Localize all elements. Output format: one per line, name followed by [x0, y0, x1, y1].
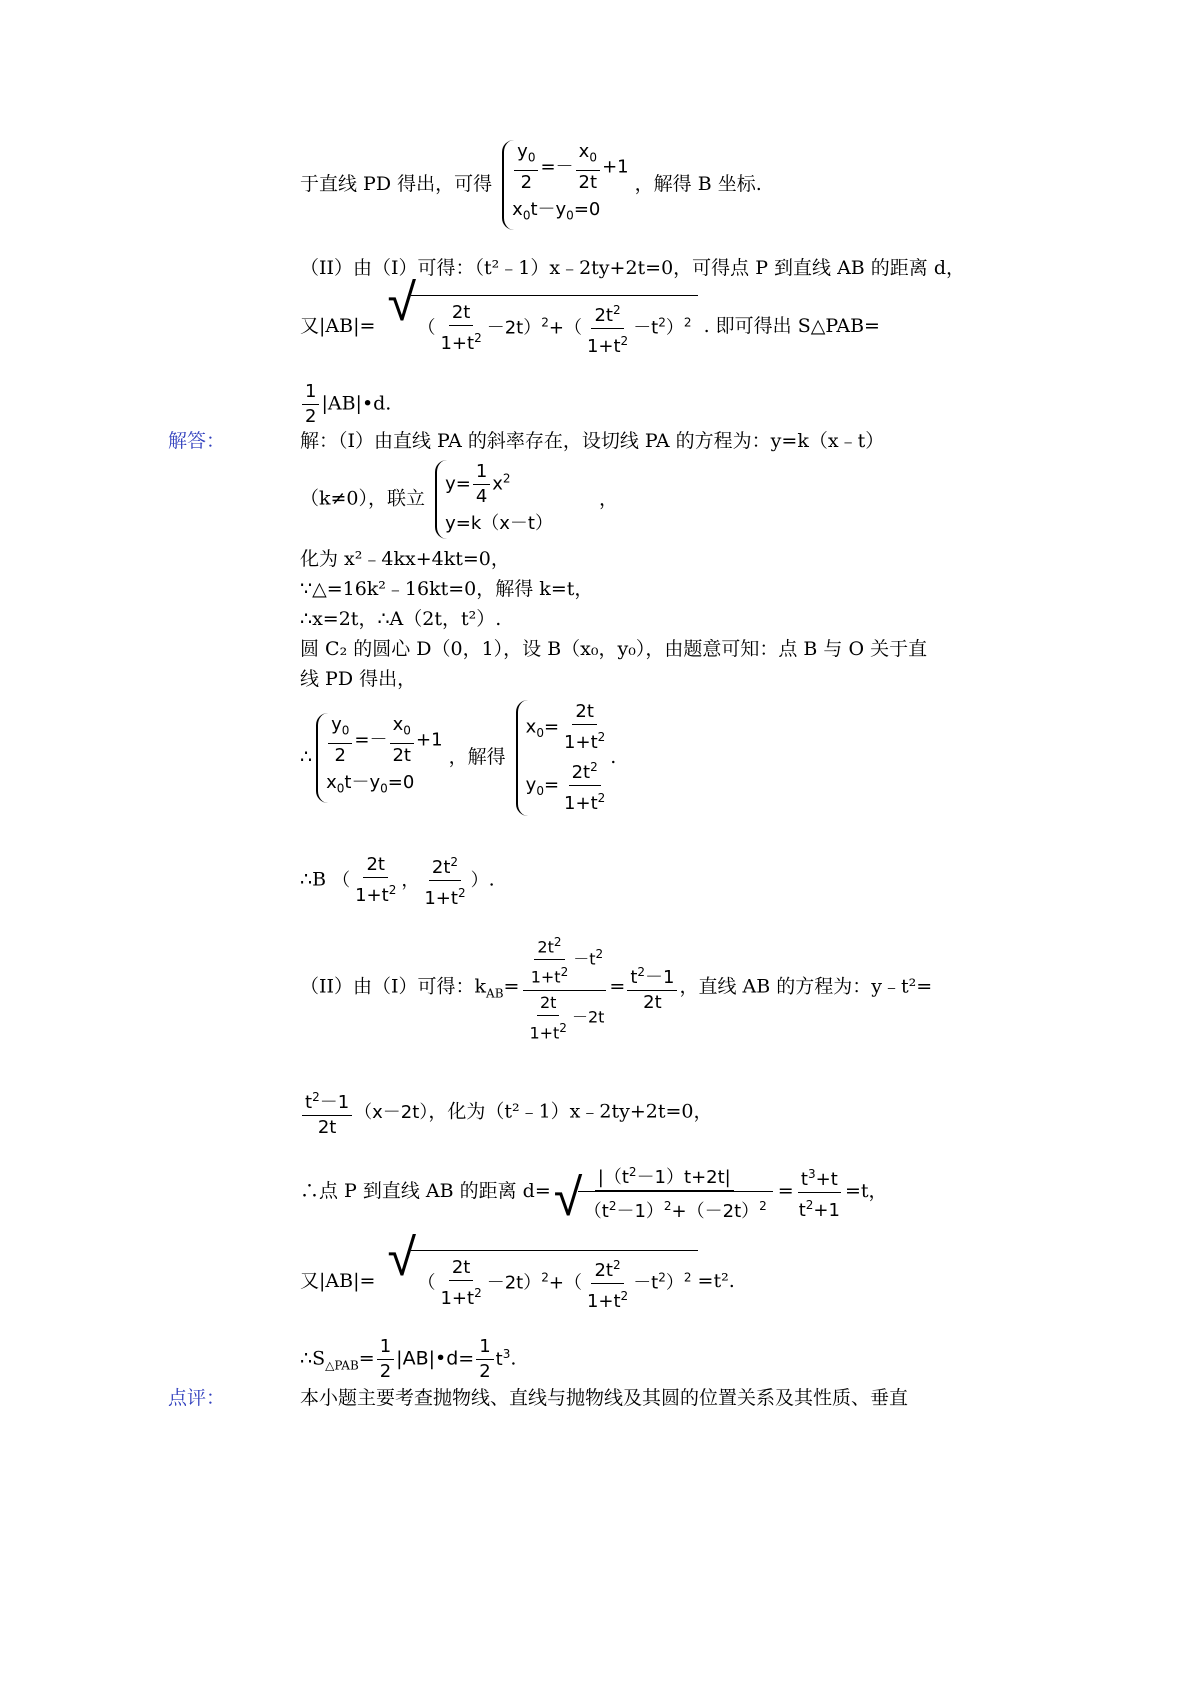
answer-line-4: ∵△=16k²﹣16kt=0，解得 k=t，	[300, 578, 594, 600]
text: ∴B	[300, 868, 327, 891]
text: ，化为（t²﹣1）x﹣2ty+2t=0，	[428, 1100, 713, 1123]
answer-line-5: ∴x=2t，∴A（2t，t²）.	[300, 608, 502, 630]
text: ∴点 P 到直线 AB 的距离 d=	[300, 1180, 551, 1202]
answer-line-9: ∴B （ $\frac{2t}{1+t^2}$ ， $\frac{2t^2}{1+t^2}$ ）.	[300, 850, 495, 911]
text: ，解得 B 坐标.	[634, 173, 762, 196]
sqrt-expression: √ （ $\frac{2t}{1+t^2}$ －2t）$^2$+（ $\frac{2t^2}{1+t^2}$ $-t^2)^2$	[411, 1250, 697, 1314]
answer-line-13	[300, 1250, 735, 1314]
analysis-line-1	[300, 140, 762, 230]
equation-system: y= $\frac{1}{4}$ $x^2$ y=k（x－t）	[435, 460, 553, 539]
answer-line-10: （II）由（I）可得：$k_{AB}=$ $\frac{2t^2}{1+t^2}$ $-t^2$ $\frac{2t}{1+t^2}$ －2t = $\frac{t^2-1}{2t}$ ，直线 AB 的方程为：y﹣t²=	[300, 930, 932, 1045]
text: =t，	[844, 1180, 888, 1202]
analysis-line-4: $\frac{1}{2}$ |AB|•d.	[300, 380, 391, 429]
text: 又|AB|=	[300, 1270, 376, 1292]
equation-system: $\frac{y_0}{2}$ =－ $\frac{x_0}{2t}$ +1 $x_0t-y_0=0$	[316, 713, 442, 803]
text: （k≠0），联立	[300, 487, 426, 510]
answer-line-12: ∴点 P 到直线 AB 的距离 d= $|(t^2-1)t+2t|$ √ $(t^2-1)^2+(-2t)^2$ = $\frac{t^3+t}{t^2+1}$ =t，	[300, 1160, 888, 1224]
text: ，	[599, 487, 619, 510]
answer-line-14: $\therefore S_{\triangle PAB}=$ $\frac{1}{2}$ |AB|•d= $\frac{1}{2}$ $t^3$.	[300, 1336, 517, 1382]
answer-line-7: 线 PD 得出，	[300, 668, 417, 690]
comment-label: 点评：	[168, 1387, 226, 1409]
answer-line-8: ∴ $\frac{y_0}{2}$ =－ $\frac{x_0}{2t}$ +1 $x_0t-y_0=0$ ，解得 $x_0=$ $\frac{2t}{1+t^2}$ $y_0=$ $\frac{2t^2}{1+t^2}$ .	[300, 701, 617, 814]
comment-line-1: 本小题主要考查抛物线、直线与抛物线及其圆的位置关系及其性质、垂直	[300, 1387, 909, 1409]
equation-system: $x_0=$ $\frac{2t}{1+t^2}$ $y_0=$ $\frac{2t^2}{1+t^2}$	[516, 700, 611, 816]
analysis-line-3	[300, 295, 880, 359]
text: （II）由（I）可得：k	[300, 975, 487, 998]
answer-line-3: 化为 x²﹣4kx+4kt=0，	[300, 548, 510, 570]
analysis-line-2: （II）由（I）可得：（t²﹣1）x﹣2ty+2t=0，可得点 P 到直线 AB 的距离 d，	[300, 257, 966, 279]
answer-line-6: 圆 C₂ 的圆心 D（0，1），设 B（x₀，y₀），由题意可知：点 B 与 O 关于直	[300, 638, 928, 660]
text: ，解得	[448, 746, 506, 768]
sqrt-expression: √ （ $\frac{2t}{1+t^2}$ －2t）$^2$+（ $\frac{2t^2}{1+t^2}$ $-t^2)^2$	[411, 295, 697, 359]
text: =t².	[697, 1270, 735, 1292]
answer-label: 解答：	[168, 430, 226, 452]
answer-line-11: $\frac{t^2-1}{2t}$ （x－2t），化为（t²﹣1）x﹣2ty+2t=0，	[300, 1085, 713, 1140]
equation-system: $\frac{y_0}{2}$ =－ $\frac{x_0}{2t}$ +1 $x_0t-y_0=0$	[502, 140, 628, 230]
text: . 即可得出 S△PAB=	[703, 315, 880, 337]
text: ，直线 AB 的方程为：y﹣t²=	[679, 975, 933, 998]
text: 于直线 PD 得出，可得	[300, 173, 493, 196]
answer-line-2	[300, 460, 618, 539]
answer-line-1: 解：（I）由直线 PA 的斜率存在，设切线 PA 的方程为：y=k（x﹣t）	[300, 430, 885, 452]
text: ∴S	[300, 1347, 326, 1370]
text: 又|AB|=	[300, 315, 376, 337]
text: |AB|•d.	[321, 392, 392, 415]
